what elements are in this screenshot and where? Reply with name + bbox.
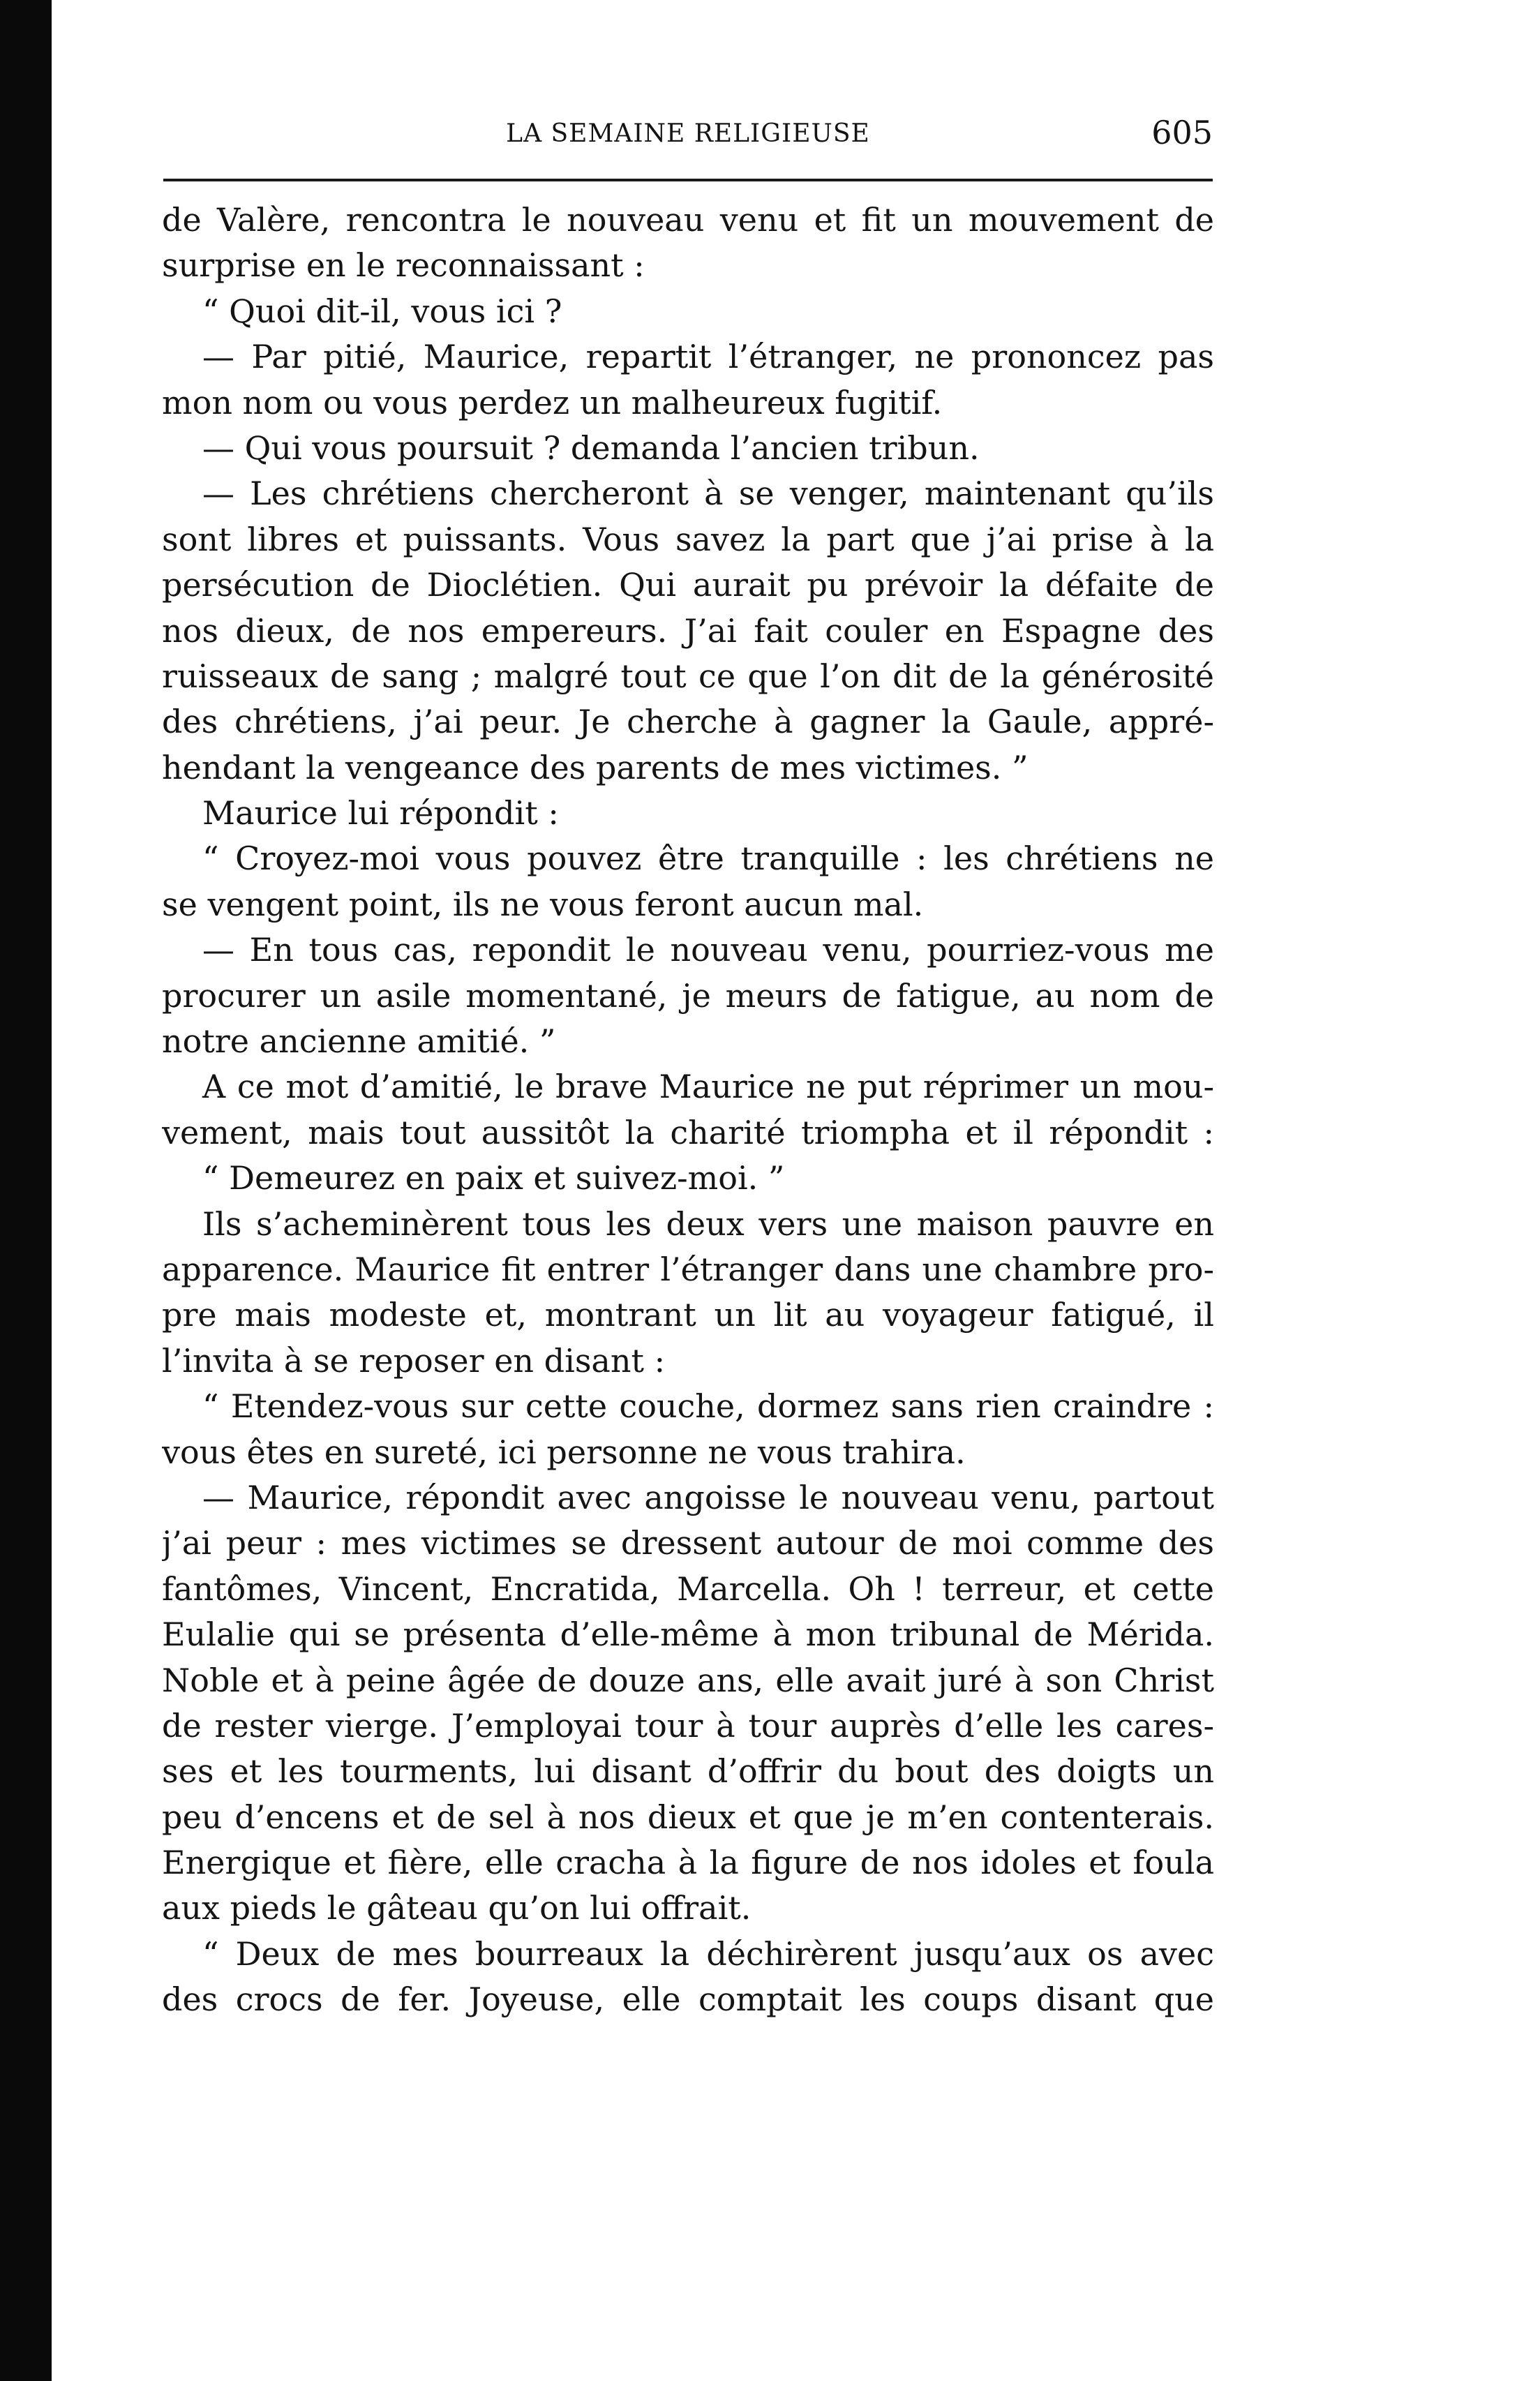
text-line: des crocs de fer. Joyeuse, elle comptait les coups disant que — [162, 1980, 1214, 2019]
text-line: Energique et fière, elle cracha à la figure de nos idoles et foula — [162, 1844, 1214, 1882]
text-line: A ce mot d’amitié, le brave Maurice ne put réprimer un mou- — [202, 1068, 1214, 1106]
text-line: l’invita à se reposer en disant : — [162, 1341, 666, 1380]
text-line: “ Deux de mes bourreaux la déchirèrent jusqu’aux os avec — [202, 1934, 1214, 1973]
text-line: surprise en le reconnaissant : — [162, 246, 645, 285]
text-line: ruisseaux de sang ; malgré tout ce que l’on dit de la générosité — [162, 657, 1214, 695]
text-line: sont libres et puissants. Vous savez la part que j’ai prise à la — [162, 520, 1214, 558]
text-line: apparence. Maurice fit entrer l’étranger dans une chambre pro- — [162, 1250, 1214, 1288]
text-line: — Les chrétiens chercheront à se venger, maintenant qu’ils — [202, 475, 1214, 513]
body-text — [162, 197, 1214, 2023]
text-line: — Par pitié, Maurice, repartit l’étranger, ne prononcez pas — [202, 338, 1214, 376]
text-line: Ils s’acheminèrent tous les deux vers une maison pauvre en — [202, 1204, 1214, 1243]
text-line: “ Demeurez en paix et suivez-moi. ” — [202, 1159, 785, 1197]
text-line: — En tous cas, repondit le nouveau venu, pourriez-vous me — [202, 931, 1214, 969]
text-line: aux pieds le gâteau qu’on lui offrait. — [162, 1889, 752, 1927]
text-line: Maurice lui répondit : — [202, 794, 559, 833]
text-line: “ Croyez-moi vous pouvez être tranquille : les chrétiens ne — [202, 839, 1214, 878]
text-line: vement, mais tout aussitôt la charité triompha et il répondit : — [162, 1113, 1214, 1151]
header-rule — [163, 179, 1213, 181]
page-number: 605 — [1151, 114, 1213, 151]
text-line: pre mais modeste et, montrant un lit au voyageur fatigué, il — [162, 1296, 1214, 1334]
text-line: Eulalie qui se présenta d’elle-même à mon tribunal de Mérida. — [162, 1615, 1214, 1654]
text-line: vous êtes en sureté, ici personne ne vous trahira. — [162, 1433, 966, 1471]
text-line: nos dieux, de nos empereurs. J’ai fait couler en Espagne des — [162, 611, 1214, 650]
text-line: Noble et à peine âgée de douze ans, elle avait juré à son Christ — [162, 1661, 1214, 1699]
text-line: — Maurice, répondit avec angoisse le nouveau venu, partout — [202, 1478, 1214, 1516]
text-line: notre ancienne amitié. ” — [162, 1022, 556, 1061]
text-line: des chrétiens, j’ai peur. Je cherche à gagner la Gaule, appré- — [162, 703, 1214, 741]
text-line: se vengent point, ils ne vous feront aucun mal. — [162, 885, 924, 923]
text-line: procurer un asile momentané, je meurs de fatigue, au nom de — [162, 976, 1214, 1015]
text-line: mon nom ou vous perdez un malheureux fugitif. — [162, 383, 943, 421]
text-line: hendant la vengeance des parents de mes victimes. ” — [162, 748, 1029, 786]
text-line: peu d’encens et de sel à nos dieux et que je m’en contenterais. — [162, 1798, 1214, 1836]
running-title: LA SEMAINE RELIGIEUSE — [506, 119, 870, 148]
text-line: de rester vierge. J’employai tour à tour auprès d’elle les cares- — [162, 1706, 1214, 1745]
text-line: ses et les tourments, lui disant d’offrir du bout des doigts un — [162, 1752, 1214, 1791]
text-line: “ Etendez-vous sur cette couche, dormez sans rien craindre : — [202, 1387, 1214, 1426]
text-line: “ Quoi dit-il, vous ici ? — [202, 292, 562, 330]
binding-edge — [0, 0, 52, 2381]
text-line: j’ai peur : mes victimes se dressent autour de moi comme des — [162, 1524, 1214, 1562]
text-line: persécution de Dioclétien. Qui aurait pu prévoir la défaite de — [162, 566, 1214, 604]
text-line: — Qui vous poursuit ? demanda l’ancien tribun. — [202, 428, 980, 467]
text-line: de Valère, rencontra le nouveau venu et fit un mouvement de — [162, 201, 1214, 239]
page-header — [163, 114, 1213, 170]
text-line: fantômes, Vincent, Encratida, Marcella. Oh ! terreur, et cette — [162, 1569, 1214, 1608]
